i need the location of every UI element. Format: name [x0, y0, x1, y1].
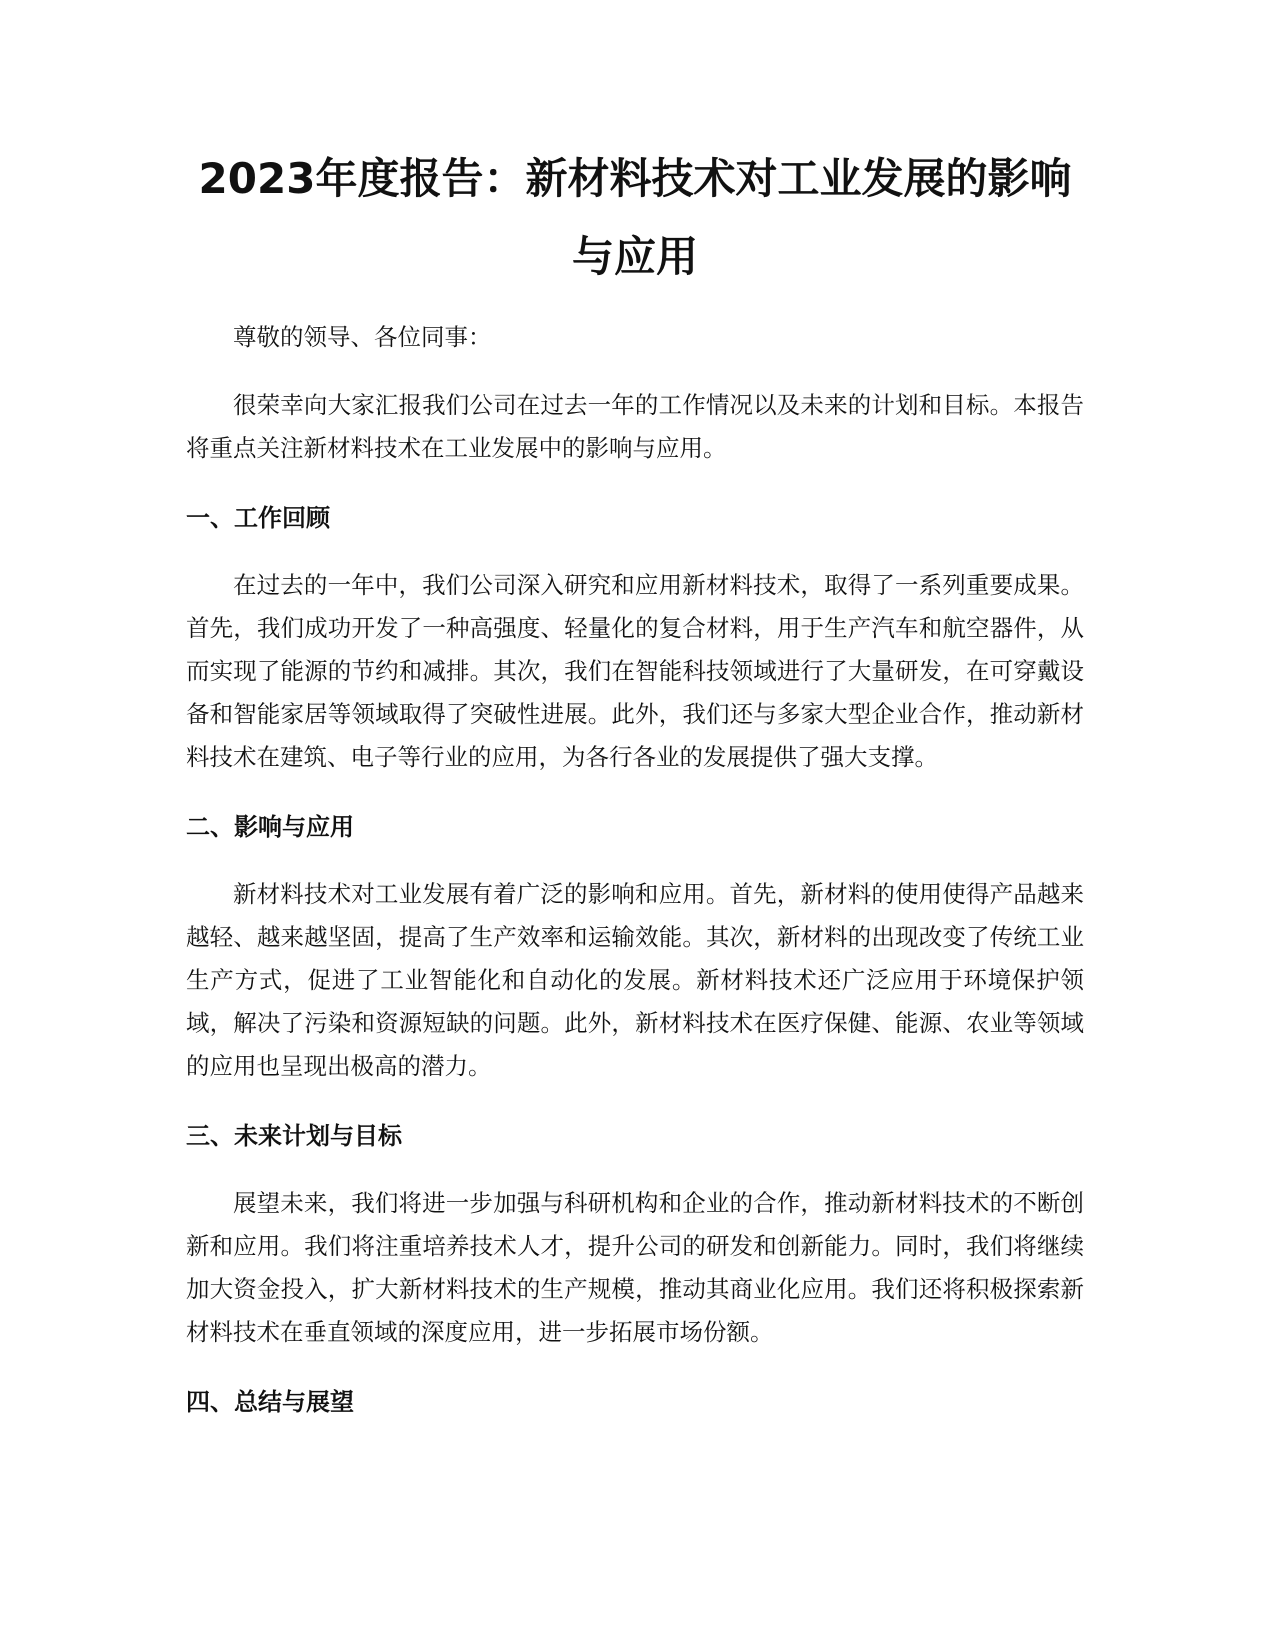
section-heading-impact: 二、影响与应用: [186, 813, 354, 841]
document-title: 2023年度报告：新材料技术对工业发展的影响与应用: [198, 154, 1072, 281]
section-body-future: 展望未来，我们将进一步加强与科研机构和企业的合作，推动新材料技术的不断创新和应用。我们将注重培养技术人才，提升公司的研发和创新能力。同时，我们将继续加大资金投入，扩大新材料技术的生产规模，推动其商业化应用。我们还将积极探索新材料技术在垂直领域的深度应用，进一步拓展市场份额。: [186, 1189, 1084, 1346]
section-body-impact: 新材料技术对工业发展有着广泛的影响和应用。首先，新材料的使用使得产品越来越轻、越来越坚固，提高了生产效率和运输效能。其次，新材料的出现改变了传统工业生产方式，促进了工业智能化和自动化的发展。新材料技术还广泛应用于环境保护领域，解决了污染和资源短缺的问题。此外，新材料技术在医疗保健、能源、农业等领域的应用也呈现出极高的潜力。: [186, 880, 1084, 1080]
section-heading-review: 一、工作回顾: [186, 504, 330, 532]
document-page: [186, 140, 1084, 1448]
section-heading-future: 三、未来计划与目标: [186, 1122, 402, 1150]
section-body-review: 在过去的一年中，我们公司深入研究和应用新材料技术，取得了一系列重要成果。首先，我们成功开发了一种高强度、轻量化的复合材料，用于生产汽车和航空器件，从而实现了能源的节约和减排。其次，我们在智能科技领域进行了大量研发，在可穿戴设备和智能家居等领域取得了突破性进展。此外，我们还与多家大型企业合作，推动新材料技术在建筑、电子等行业的应用，为各行各业的发展提供了强大支撑。: [186, 571, 1084, 771]
intro-paragraph: 很荣幸向大家汇报我们公司在过去一年的工作情况以及未来的计划和目标。本报告将重点关注新材料技术在工业发展中的影响与应用。: [186, 391, 1084, 462]
section-heading-summary: 四、总结与展望: [186, 1388, 354, 1416]
salutation: 尊敬的领导、各位同事：: [233, 323, 492, 351]
